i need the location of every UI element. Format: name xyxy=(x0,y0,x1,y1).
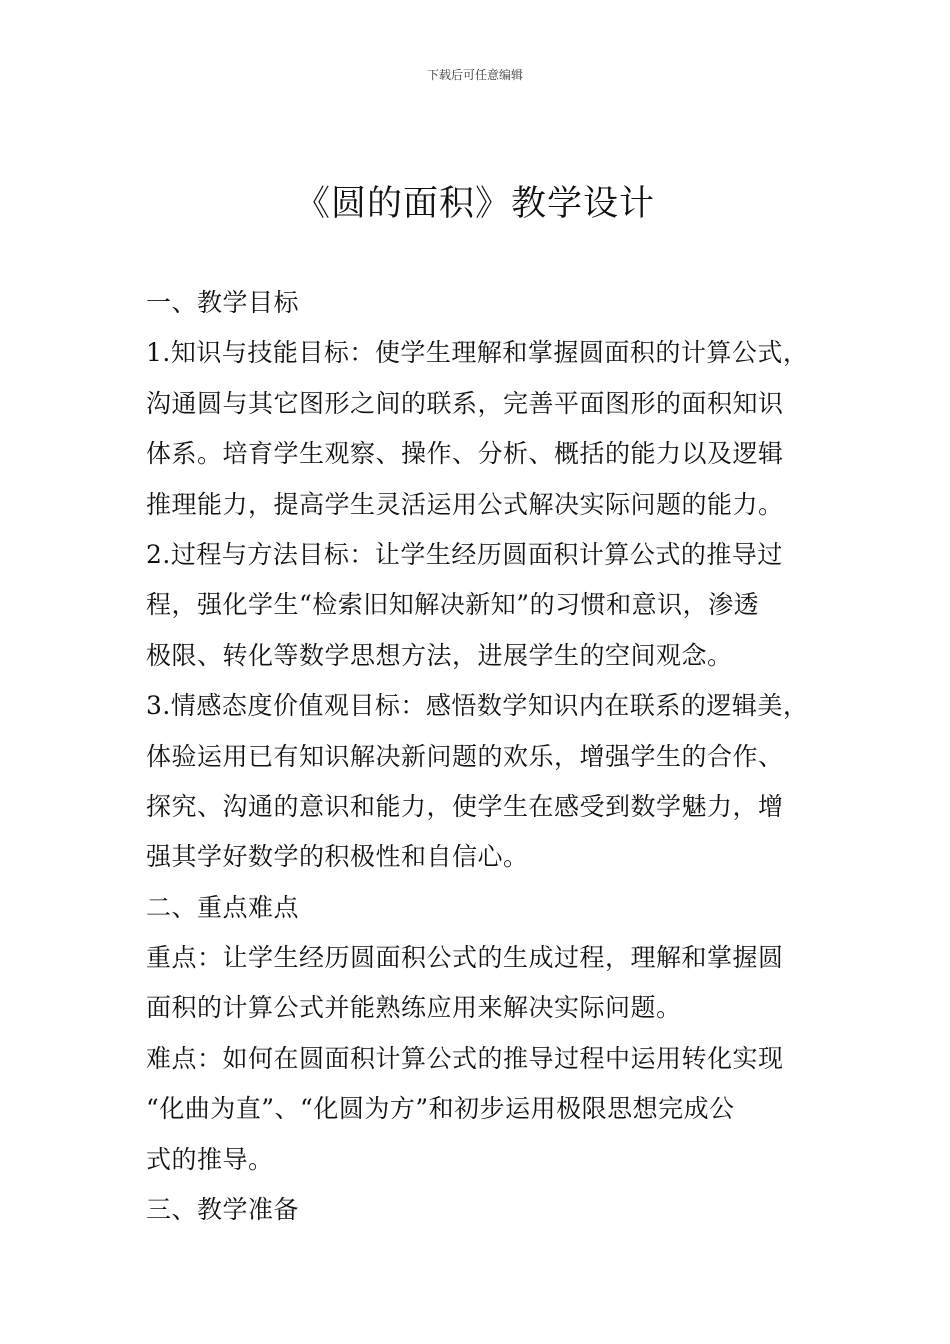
page-header-note: 下载后可任意编辑 xyxy=(426,68,523,82)
document-body xyxy=(146,278,826,1235)
body-line: 体验运用已有知识解决新问题的欢乐，增强学生的合作、 xyxy=(146,741,784,771)
body-line: 难点：如何在圆面积计算公式的推导过程中运用转化实现 xyxy=(146,1043,784,1073)
body-line: 面积的计算公式并能熟练应用来解决实际问题。 xyxy=(146,993,682,1023)
body-line: 程，强化学生“检索旧知解决新知”的习惯和意识，渗透 xyxy=(146,590,760,620)
body-line: 探究、沟通的意识和能力，使学生在感受到数学魅力，增 xyxy=(146,791,784,821)
body-line: 推理能力，提高学生灵活运用公式解决实际问题的能力。 xyxy=(146,489,784,519)
body-line: 强其学好数学的积极性和自信心。 xyxy=(146,842,529,872)
body-line: 式的推导。 xyxy=(146,1144,274,1174)
body-line: 体系。培育学生观察、操作、分析、概括的能力以及逻辑 xyxy=(146,439,784,469)
body-line: 2.过程与方法目标：让学生经历圆面积计算公式的推导过 xyxy=(146,539,783,569)
body-line: 1.知识与技能目标：使学生理解和掌握圆面积的计算公式， xyxy=(146,338,809,368)
body-line: 沟通圆与其它图形之间的联系，完善平面图形的面积知识 xyxy=(146,388,784,418)
document-title: 《圆的面积》教学设计 xyxy=(294,184,655,224)
body-line: 3.情感态度价值观目标：感悟数学知识内在联系的逻辑美， xyxy=(146,691,809,721)
section-heading-goals: 一、教学目标 xyxy=(146,288,300,317)
section-heading-key-points: 二、重点难点 xyxy=(146,892,300,922)
body-line: “化曲为直”、“化圆为方”和初步运用极限思想完成公 xyxy=(146,1094,735,1124)
body-line: 重点：让学生经历圆面积公式的生成过程，理解和掌握圆 xyxy=(146,943,784,973)
body-line: 极限、转化等数学思想方法，进展学生的空间观念。 xyxy=(146,640,733,670)
section-heading-preparation: 三、教学准备 xyxy=(146,1195,300,1225)
